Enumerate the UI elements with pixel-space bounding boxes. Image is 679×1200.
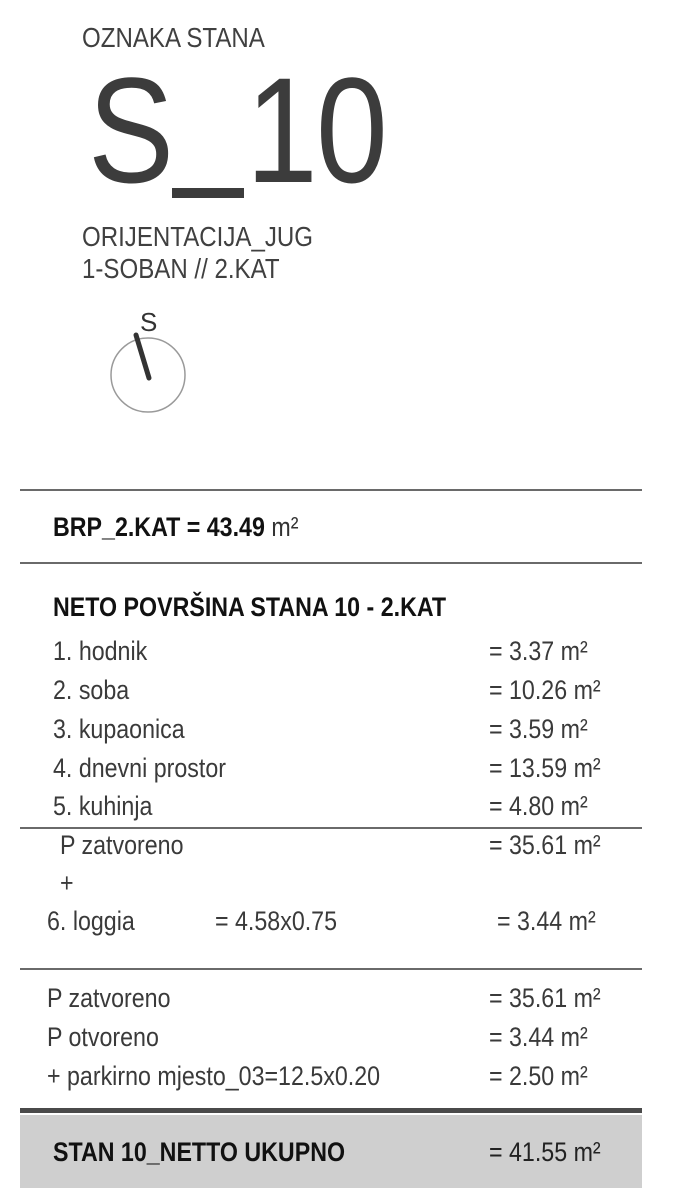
compass-letter: S (140, 307, 158, 337)
room-name: 4. dnevni prostor (53, 753, 226, 783)
summary-name: P zatvoreno (47, 983, 171, 1013)
apartment-label: OZNAKA STANA (82, 22, 265, 53)
total-value: = 41.55 m² (489, 1137, 601, 1167)
summary-name: + parkirno mjesto_03=12.5x0.20 (47, 1061, 381, 1091)
closed-label: P zatvoreno (60, 830, 184, 860)
loggia-formula: = 4.58x0.75 (215, 906, 338, 936)
code-underscore (172, 188, 244, 198)
brp-row (53, 512, 338, 543)
brp-label: BRP_2.KAT = 43.49 (53, 512, 265, 542)
room-value: = 10.26 m² (489, 675, 601, 705)
divider-rooms (20, 827, 642, 829)
divider-top (20, 489, 642, 491)
room-value: = 13.59 m² (489, 753, 601, 783)
brp-unit: m² (271, 512, 299, 542)
summary-value: = 2.50 m² (489, 1061, 588, 1091)
room-value: = 3.59 m² (489, 714, 588, 744)
loggia-name: 6. loggia (47, 906, 135, 936)
divider-brp (20, 562, 642, 564)
type-floor-label: 1-SOBAN // 2.KAT (82, 253, 280, 284)
apartment-code-prefix: S (88, 46, 173, 214)
orientation-label: ORIJENTACIJA_JUG (82, 221, 314, 252)
room-name: 1. hodnik (53, 636, 148, 666)
summary-value: = 3.44 m² (489, 1022, 588, 1052)
plus-sign: + (60, 868, 74, 898)
room-value: = 4.80 m² (489, 791, 588, 821)
room-name: 5. kuhinja (53, 791, 153, 821)
summary-name: P otvoreno (47, 1022, 159, 1052)
room-name: 2. soba (53, 675, 130, 705)
apartment-code-number: 10 (246, 46, 387, 214)
divider-total (20, 1108, 642, 1113)
room-value: = 3.37 m² (489, 636, 588, 666)
room-name: 3. kupaonica (53, 714, 185, 744)
neto-title: NETO POVRŠINA STANA 10 - 2.KAT (53, 592, 447, 622)
loggia-value: = 3.44 m² (497, 906, 596, 936)
total-label: STAN 10_NETTO UKUPNO (53, 1137, 346, 1167)
divider-loggia (20, 968, 642, 970)
summary-value: = 35.61 m² (489, 983, 601, 1013)
closed-value: = 35.61 m² (489, 830, 601, 860)
